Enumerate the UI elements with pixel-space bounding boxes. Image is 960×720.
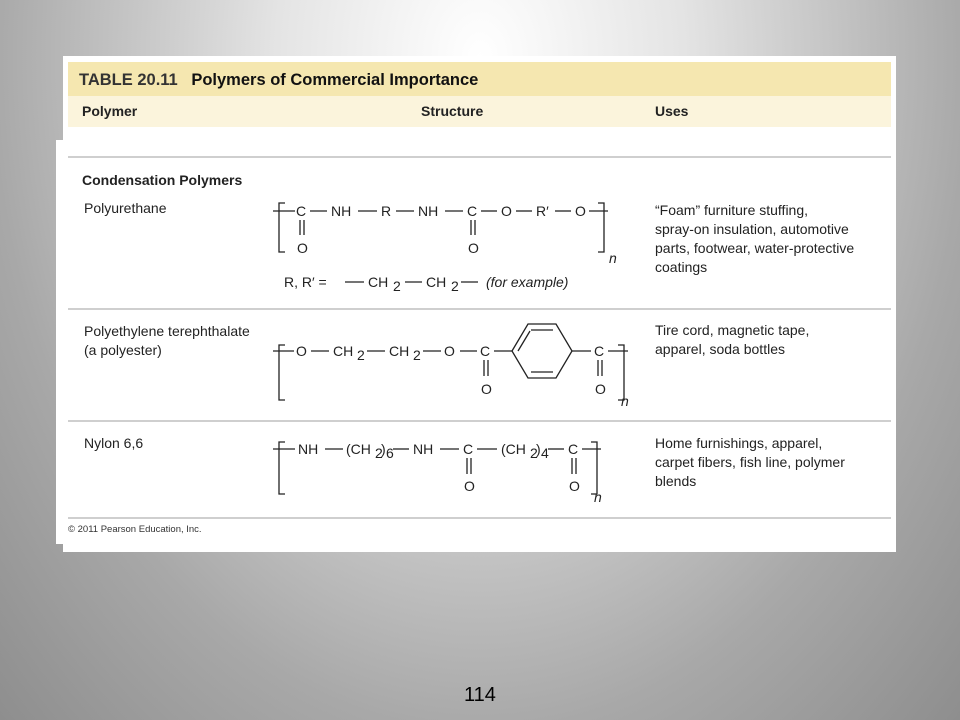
subscript: 2 [375,445,383,461]
subscript: 2 [451,278,459,294]
atom-label: O [501,203,512,219]
page-number: 114 [464,684,496,706]
bracket-right [591,442,597,494]
atom-label: NH [331,203,352,219]
group-label: CH [368,274,389,290]
atom-label: O [569,478,580,494]
repeat-subscript: n [621,393,629,409]
atom-label: C [568,441,579,457]
group-label: (CH [346,441,371,457]
atom-label: O [468,240,479,256]
column-header-uses: Uses [655,103,689,119]
left-border-strip [56,140,63,544]
group-label: CH [426,274,447,290]
polymer-name: Polyethylene terephthalate (a polyester) [84,323,250,358]
atom-label: NH [418,203,439,219]
polymer-uses: “Foam” furniture stuffing, spray-on insulation, automotive parts, footwear, water-protective coatings [655,202,855,275]
atom-label: O [595,381,606,397]
atom-label: C [296,203,307,219]
atom-label: O [444,343,455,359]
subscript: 2 [413,347,421,363]
subscript: 4 [541,445,549,461]
group-label: (CH [501,441,526,457]
group-label: ) [536,441,541,457]
table-title-text: Polymers of Commercial Importance [191,71,479,89]
group-label: CH [333,343,354,359]
atom-label: O [464,478,475,494]
column-header-structure: Structure [421,103,484,119]
polymer-name: Nylon 6,6 [84,435,144,451]
atom-label: NH [298,441,319,457]
atom-label: R′ [536,203,549,219]
group-label: ) [381,441,386,457]
atom-label: O [297,240,308,256]
polymer-name: Polyurethane [84,200,167,216]
column-header-polymer: Polymer [82,103,138,119]
subscript: 2 [393,278,401,294]
nylon-structure [63,56,896,552]
subscript: 2 [530,445,538,461]
atom-label: C [480,343,491,359]
note-prefix: R, R′ = [284,274,327,290]
atom-label: C [594,343,605,359]
atom-label: C [463,441,474,457]
atom-label: O [575,203,586,219]
polymer-uses: Home furnishings, apparel, carpet fibers, fish line, polymer blends [655,435,845,489]
atom-label: O [481,381,492,397]
repeat-subscript: n [609,250,617,266]
copyright-notice: © 2011 Pearson Education, Inc. [68,524,202,535]
atom-label: NH [413,441,434,457]
group-label: CH [389,343,410,359]
atom-label: C [467,203,478,219]
subscript: 2 [357,347,365,363]
atom-label: R [381,203,392,219]
note-suffix: (for example) [486,274,569,290]
bracket-left [279,442,285,494]
table-panel [63,56,896,552]
polymer-uses: Tire cord, magnetic tape, apparel, soda bottles [655,322,810,357]
subscript: 6 [386,445,394,461]
repeat-subscript: n [594,489,602,505]
section-title: Condensation Polymers [82,172,243,188]
atom-label: O [296,343,307,359]
table-number: TABLE 20.11 [79,71,178,89]
